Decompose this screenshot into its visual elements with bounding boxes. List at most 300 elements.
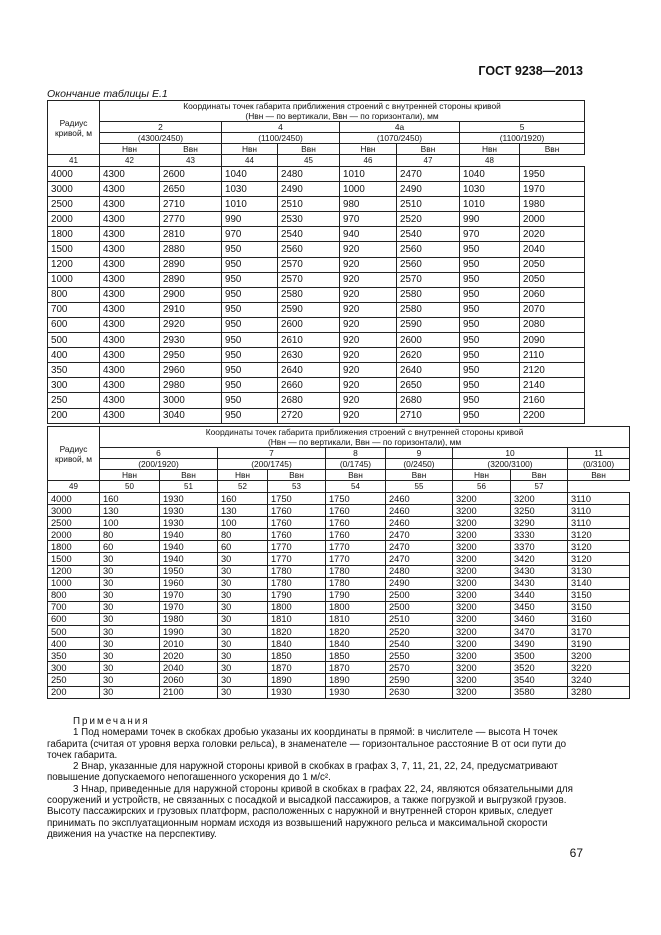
table-row <box>48 272 585 287</box>
value-cell: 3200 <box>453 589 511 601</box>
value-cell: 950 <box>460 378 520 393</box>
symbol-header: Hвн <box>460 144 520 155</box>
value-cell: 3130 <box>568 565 630 577</box>
value-cell: 950 <box>222 242 278 257</box>
value-cell: 30 <box>100 662 160 674</box>
value-cell: 2050 <box>520 272 585 287</box>
value-cell: 2480 <box>386 565 453 577</box>
group-coordinates: (0/2450) <box>386 459 453 470</box>
value-cell: 30 <box>218 565 268 577</box>
radius-cell: 2500 <box>48 517 100 529</box>
value-cell: 2710 <box>160 197 222 212</box>
value-cell: 3200 <box>453 650 511 662</box>
title-line-1: Координаты точек габарита приближения строений с внутренней стороны кривой <box>205 427 524 437</box>
value-cell: 2580 <box>397 302 460 317</box>
value-cell: 2770 <box>160 212 222 227</box>
value-cell: 1980 <box>520 197 585 212</box>
column-number: 57 <box>511 481 568 493</box>
symbol-header: Bвн <box>278 144 340 155</box>
value-cell: 950 <box>460 408 520 423</box>
value-cell: 4300 <box>100 167 160 182</box>
radius-cell: 350 <box>48 363 100 378</box>
value-cell: 1810 <box>268 613 326 625</box>
value-cell: 1870 <box>326 662 386 674</box>
table-row <box>48 662 630 674</box>
value-cell: 3200 <box>453 686 511 698</box>
group-label: 11 <box>568 448 630 459</box>
group-label: 4а <box>340 122 460 133</box>
table-row <box>48 287 585 302</box>
value-cell: 4300 <box>100 408 160 423</box>
value-cell: 1760 <box>326 517 386 529</box>
value-cell: 3150 <box>568 589 630 601</box>
value-cell: 2600 <box>278 317 340 332</box>
value-cell: 2020 <box>160 650 218 662</box>
radius-cell: 1200 <box>48 257 100 272</box>
value-cell: 940 <box>340 227 397 242</box>
value-cell: 30 <box>218 686 268 698</box>
value-cell: 130 <box>100 505 160 517</box>
value-cell: 2470 <box>386 553 453 565</box>
value-cell: 2140 <box>520 378 585 393</box>
group-label: 10 <box>453 448 568 459</box>
column-number: 42 <box>100 155 160 167</box>
table-row <box>48 553 630 565</box>
value-cell: 4300 <box>100 378 160 393</box>
radius-header: Радиус кривой, м <box>48 427 100 481</box>
value-cell: 3200 <box>568 650 630 662</box>
symbol-header: Hвн <box>340 144 397 155</box>
group-coordinates: (1100/2450) <box>222 133 340 144</box>
value-cell: 2120 <box>520 363 585 378</box>
note-3: 3 Hнар, приведенные для наружной стороны кривой в скобках в графах 22, 24, являются обязательными для сооружений и устройств, не связанных с посадкой и высадкой пассажиров, а также погрузкой и выгрузкой грузов. Высоту пассажирских и грузовых платформ, расположенных с наружной и внутренней сторон кривых, следует принимать по эксплуатационным нормам исходя из возвышений наружного рельса и максимальной скорости движения на участке на перспективу. <box>47 783 573 840</box>
value-cell: 920 <box>340 378 397 393</box>
value-cell: 30 <box>100 626 160 638</box>
value-cell: 2560 <box>278 242 340 257</box>
value-cell: 4300 <box>100 182 160 197</box>
value-cell: 4300 <box>100 197 160 212</box>
value-cell: 2490 <box>386 577 453 589</box>
value-cell: 2570 <box>278 257 340 272</box>
value-cell: 30 <box>100 650 160 662</box>
value-cell: 2680 <box>278 393 340 408</box>
value-cell: 2650 <box>397 378 460 393</box>
symbol-header: Bвн <box>326 470 386 481</box>
table-row <box>48 378 585 393</box>
value-cell: 2540 <box>397 227 460 242</box>
value-cell: 3430 <box>511 565 568 577</box>
table-part-2 <box>47 426 630 699</box>
table-row <box>48 257 585 272</box>
value-cell: 2060 <box>520 287 585 302</box>
radius-cell: 1200 <box>48 565 100 577</box>
value-cell: 2600 <box>397 333 460 348</box>
value-cell: 3170 <box>568 626 630 638</box>
notes <box>47 716 587 840</box>
value-cell: 1840 <box>268 638 326 650</box>
value-cell: 2900 <box>160 287 222 302</box>
value-cell: 3240 <box>568 674 630 686</box>
symbol-header: Bвн <box>160 144 222 155</box>
value-cell: 2470 <box>386 529 453 541</box>
value-cell: 30 <box>100 686 160 698</box>
radius-header: Радиус кривой, м <box>48 101 100 155</box>
value-cell: 2660 <box>278 378 340 393</box>
value-cell: 920 <box>340 287 397 302</box>
value-cell: 3140 <box>568 577 630 589</box>
value-cell: 3200 <box>453 638 511 650</box>
table-row <box>48 686 630 698</box>
column-number: 45 <box>278 155 340 167</box>
value-cell: 1930 <box>160 493 218 505</box>
notes-title: Примечания <box>73 716 150 727</box>
radius-cell: 3000 <box>48 182 100 197</box>
table-row <box>48 638 630 650</box>
table-row <box>48 613 630 625</box>
value-cell: 2480 <box>278 167 340 182</box>
table-row <box>48 333 585 348</box>
value-cell: 990 <box>222 212 278 227</box>
value-cell: 2110 <box>520 348 585 363</box>
value-cell: 2640 <box>397 363 460 378</box>
symbol-header: Bвн <box>160 470 218 481</box>
value-cell: 2040 <box>520 242 585 257</box>
value-cell: 1850 <box>268 650 326 662</box>
group-label: 9 <box>386 448 453 459</box>
table-title <box>100 101 585 122</box>
value-cell: 2510 <box>278 197 340 212</box>
value-cell: 1940 <box>160 529 218 541</box>
value-cell: 30 <box>100 638 160 650</box>
value-cell: 30 <box>218 626 268 638</box>
value-cell: 3280 <box>568 686 630 698</box>
value-cell: 30 <box>100 589 160 601</box>
radius-cell: 200 <box>48 408 100 423</box>
value-cell: 1960 <box>160 577 218 589</box>
value-cell: 30 <box>218 662 268 674</box>
group-label: 5 <box>460 122 585 133</box>
value-cell: 2520 <box>386 626 453 638</box>
radius-cell: 600 <box>48 317 100 332</box>
table-row <box>48 541 630 553</box>
value-cell: 160 <box>218 493 268 505</box>
value-cell: 1840 <box>326 638 386 650</box>
value-cell: 1780 <box>268 577 326 589</box>
group-coordinates: (0/3100) <box>568 459 630 470</box>
value-cell: 3160 <box>568 613 630 625</box>
title-line-2: (Hвн — по вертикали, Bвн — по горизонтали), мм <box>267 437 462 447</box>
symbol-header: Bвн <box>386 470 453 481</box>
value-cell: 2570 <box>386 662 453 674</box>
table-row <box>48 408 585 423</box>
radius-cell: 4000 <box>48 167 100 182</box>
value-cell: 60 <box>100 541 160 553</box>
value-cell: 4300 <box>100 242 160 257</box>
value-cell: 3440 <box>511 589 568 601</box>
value-cell: 2040 <box>160 662 218 674</box>
symbol-header: Bвн <box>268 470 326 481</box>
value-cell: 3330 <box>511 529 568 541</box>
value-cell: 2560 <box>397 257 460 272</box>
value-cell: 2090 <box>520 333 585 348</box>
value-cell: 2920 <box>160 317 222 332</box>
value-cell: 80 <box>100 529 160 541</box>
value-cell: 4300 <box>100 272 160 287</box>
column-number: 50 <box>100 481 160 493</box>
value-cell: 3200 <box>453 493 511 505</box>
table-row <box>48 674 630 686</box>
radius-cell: 800 <box>48 589 100 601</box>
symbol-header: Hвн <box>218 470 268 481</box>
value-cell: 3420 <box>511 553 568 565</box>
value-cell: 1750 <box>326 493 386 505</box>
note-1: 1 Под номерами точек в скобках дробью указаны их координаты в прямой: в числителе — высота H точек габарита (считая от уровня верха головки рельса), в знаменателе — горизонтальное расстояние B от оси пути до точек габарита. <box>47 727 567 761</box>
value-cell: 950 <box>222 302 278 317</box>
radius-cell: 500 <box>48 626 100 638</box>
group-label: 7 <box>218 448 326 459</box>
symbol-header: Hвн <box>453 470 511 481</box>
table-row <box>48 565 630 577</box>
value-cell: 2470 <box>386 541 453 553</box>
value-cell: 4300 <box>100 257 160 272</box>
value-cell: 920 <box>340 363 397 378</box>
radius-cell: 2500 <box>48 197 100 212</box>
value-cell: 990 <box>460 212 520 227</box>
value-cell: 2540 <box>278 227 340 242</box>
value-cell: 950 <box>222 363 278 378</box>
value-cell: 950 <box>460 272 520 287</box>
value-cell: 1970 <box>160 589 218 601</box>
radius-cell: 200 <box>48 686 100 698</box>
value-cell: 1780 <box>268 565 326 577</box>
value-cell: 2550 <box>386 650 453 662</box>
value-cell: 2590 <box>397 317 460 332</box>
value-cell: 4300 <box>100 363 160 378</box>
value-cell: 3470 <box>511 626 568 638</box>
value-cell: 130 <box>218 505 268 517</box>
group-label: 4 <box>222 122 340 133</box>
value-cell: 30 <box>218 674 268 686</box>
value-cell: 1940 <box>160 541 218 553</box>
value-cell: 2720 <box>278 408 340 423</box>
value-cell: 1970 <box>520 182 585 197</box>
value-cell: 1770 <box>268 541 326 553</box>
value-cell: 3200 <box>453 565 511 577</box>
value-cell: 1950 <box>160 565 218 577</box>
value-cell: 3200 <box>453 553 511 565</box>
radius-cell: 2000 <box>48 212 100 227</box>
value-cell: 1930 <box>268 686 326 698</box>
document-code: ГОСТ 9238—2013 <box>478 64 583 78</box>
value-cell: 3580 <box>511 686 568 698</box>
value-cell: 2580 <box>278 287 340 302</box>
table-row <box>48 212 585 227</box>
value-cell: 2510 <box>386 613 453 625</box>
title-line-2: (Hвн — по вертикали, Bвн — по горизонтали), мм <box>245 111 439 121</box>
value-cell: 3120 <box>568 541 630 553</box>
value-cell: 2960 <box>160 363 222 378</box>
value-cell: 1890 <box>326 674 386 686</box>
symbol-header: Bвн <box>568 470 630 481</box>
value-cell: 950 <box>460 242 520 257</box>
value-cell: 30 <box>100 613 160 625</box>
group-coordinates: (4300/2450) <box>100 133 222 144</box>
value-cell: 2580 <box>397 287 460 302</box>
value-cell: 2590 <box>278 302 340 317</box>
value-cell: 1010 <box>460 197 520 212</box>
value-cell: 160 <box>100 493 160 505</box>
value-cell: 1770 <box>326 541 386 553</box>
value-cell: 970 <box>222 227 278 242</box>
value-cell: 30 <box>218 650 268 662</box>
value-cell: 2490 <box>397 182 460 197</box>
table-part-1 <box>47 100 585 424</box>
value-cell: 950 <box>460 317 520 332</box>
value-cell: 950 <box>222 333 278 348</box>
group-coordinates: (200/1745) <box>218 459 326 470</box>
value-cell: 2050 <box>520 257 585 272</box>
value-cell: 2560 <box>397 242 460 257</box>
value-cell: 970 <box>460 227 520 242</box>
value-cell: 2880 <box>160 242 222 257</box>
table-row <box>48 182 585 197</box>
value-cell: 2530 <box>278 212 340 227</box>
value-cell: 1780 <box>326 565 386 577</box>
value-cell: 30 <box>218 553 268 565</box>
value-cell: 1820 <box>326 626 386 638</box>
value-cell: 3110 <box>568 517 630 529</box>
value-cell: 2500 <box>386 589 453 601</box>
column-number: 43 <box>160 155 222 167</box>
value-cell: 2460 <box>386 505 453 517</box>
value-cell: 950 <box>460 363 520 378</box>
value-cell: 1800 <box>326 601 386 613</box>
value-cell: 1810 <box>326 613 386 625</box>
radius-cell: 400 <box>48 638 100 650</box>
value-cell: 1850 <box>326 650 386 662</box>
column-number: 41 <box>48 155 100 167</box>
table-caption: Окончание таблицы Е.1 <box>47 88 168 100</box>
value-cell: 2890 <box>160 272 222 287</box>
value-cell: 1820 <box>268 626 326 638</box>
symbol-header: Bвн <box>397 144 460 155</box>
value-cell: 3490 <box>511 638 568 650</box>
value-cell: 4300 <box>100 348 160 363</box>
value-cell: 80 <box>218 529 268 541</box>
value-cell: 1940 <box>160 553 218 565</box>
value-cell: 1780 <box>326 577 386 589</box>
table-row <box>48 197 585 212</box>
table-row <box>48 650 630 662</box>
symbol-header: Hвн <box>100 144 160 155</box>
value-cell: 1930 <box>160 517 218 529</box>
value-cell: 950 <box>460 393 520 408</box>
group-label: 6 <box>100 448 218 459</box>
value-cell: 1040 <box>222 167 278 182</box>
value-cell: 3500 <box>511 650 568 662</box>
value-cell: 2540 <box>386 638 453 650</box>
radius-cell: 350 <box>48 650 100 662</box>
value-cell: 1750 <box>268 493 326 505</box>
table-row <box>48 302 585 317</box>
table-row <box>48 601 630 613</box>
table-row <box>48 626 630 638</box>
value-cell: 4300 <box>100 333 160 348</box>
value-cell: 1000 <box>340 182 397 197</box>
radius-cell: 300 <box>48 378 100 393</box>
value-cell: 920 <box>340 317 397 332</box>
table-row <box>48 393 585 408</box>
value-cell: 2000 <box>520 212 585 227</box>
value-cell: 970 <box>340 212 397 227</box>
value-cell: 2640 <box>278 363 340 378</box>
group-label: 2 <box>100 122 222 133</box>
value-cell: 2200 <box>520 408 585 423</box>
value-cell: 4300 <box>100 317 160 332</box>
value-cell: 3190 <box>568 638 630 650</box>
value-cell: 1760 <box>326 505 386 517</box>
column-number: 54 <box>326 481 386 493</box>
value-cell: 30 <box>218 613 268 625</box>
value-cell: 30 <box>100 577 160 589</box>
value-cell: 2680 <box>397 393 460 408</box>
value-cell: 2930 <box>160 333 222 348</box>
table-row <box>48 363 585 378</box>
symbol-header: Bвн <box>511 470 568 481</box>
value-cell: 2460 <box>386 493 453 505</box>
radius-cell: 300 <box>48 662 100 674</box>
value-cell: 1040 <box>460 167 520 182</box>
value-cell: 1970 <box>160 601 218 613</box>
value-cell: 920 <box>340 302 397 317</box>
value-cell: 3200 <box>511 493 568 505</box>
value-cell: 2630 <box>386 686 453 698</box>
value-cell: 4300 <box>100 302 160 317</box>
value-cell: 1980 <box>160 613 218 625</box>
value-cell: 1990 <box>160 626 218 638</box>
value-cell: 3200 <box>453 601 511 613</box>
symbol-header: Hвн <box>100 470 160 481</box>
value-cell: 950 <box>460 257 520 272</box>
value-cell: 2570 <box>397 272 460 287</box>
value-cell: 2160 <box>520 393 585 408</box>
group-coordinates: (3200/3100) <box>453 459 568 470</box>
value-cell: 3460 <box>511 613 568 625</box>
column-number: 51 <box>160 481 218 493</box>
value-cell: 3450 <box>511 601 568 613</box>
value-cell: 4300 <box>100 227 160 242</box>
radius-cell: 1500 <box>48 553 100 565</box>
page-number: 67 <box>569 846 583 860</box>
value-cell: 950 <box>222 317 278 332</box>
value-cell: 2910 <box>160 302 222 317</box>
value-cell: 950 <box>222 287 278 302</box>
value-cell: 2060 <box>160 674 218 686</box>
value-cell: 1930 <box>160 505 218 517</box>
value-cell: 1790 <box>326 589 386 601</box>
value-cell: 2630 <box>278 348 340 363</box>
radius-cell: 250 <box>48 393 100 408</box>
value-cell: 2950 <box>160 348 222 363</box>
value-cell: 100 <box>100 517 160 529</box>
value-cell: 2080 <box>520 317 585 332</box>
value-cell: 1890 <box>268 674 326 686</box>
value-cell: 3430 <box>511 577 568 589</box>
value-cell: 2100 <box>160 686 218 698</box>
value-cell: 100 <box>218 517 268 529</box>
value-cell: 950 <box>460 348 520 363</box>
value-cell: 3200 <box>453 662 511 674</box>
